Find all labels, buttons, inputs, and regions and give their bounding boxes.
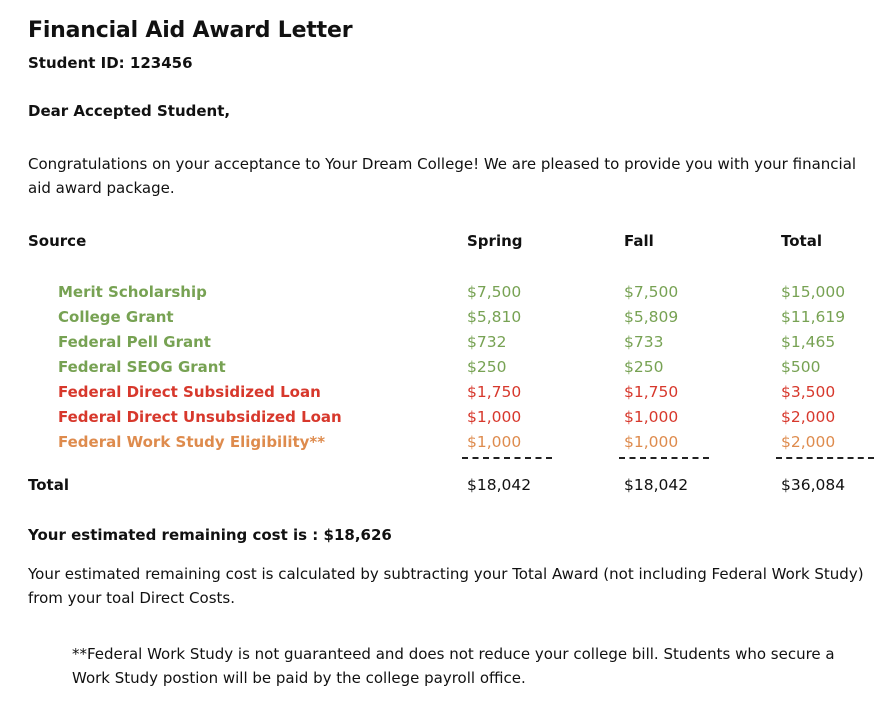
divider-total	[776, 457, 874, 459]
header-source: Source	[28, 232, 87, 250]
row-spring: $1,000	[467, 408, 522, 426]
totals-spring: $18,042	[467, 476, 532, 494]
row-spring: $1,750	[467, 383, 522, 401]
header-spring: Spring	[467, 232, 523, 250]
header-fall: Fall	[624, 232, 654, 250]
row-fall: $1,000	[624, 408, 679, 426]
totals-label: Total	[28, 476, 69, 494]
row-total: $1,465	[781, 333, 836, 351]
remaining-explanation: Your estimated remaining cost is calculated by subtracting your Total Award (not including Federal Work Study) from your toal Direct Costs.	[28, 565, 864, 607]
divider-fall	[619, 457, 709, 459]
row-spring: $732	[467, 333, 507, 351]
row-total: $500	[781, 358, 821, 376]
row-spring: $1,000	[467, 433, 522, 451]
letter-title: Financial Aid Award Letter	[28, 18, 353, 43]
salutation: Dear Accepted Student,	[28, 102, 231, 120]
totals-fall: $18,042	[624, 476, 689, 494]
row-fall: $1,750	[624, 383, 679, 401]
row-fall: $733	[624, 333, 664, 351]
row-total: $3,500	[781, 383, 836, 401]
totals-total: $36,084	[781, 476, 846, 494]
row-fall: $7,500	[624, 283, 679, 301]
row-source: Federal Work Study Eligibility**	[58, 433, 326, 451]
row-spring: $5,810	[467, 308, 522, 326]
row-fall: $5,809	[624, 308, 679, 326]
row-total: $15,000	[781, 283, 846, 301]
row-total: $2,000	[781, 408, 836, 426]
intro-paragraph: Congratulations on your acceptance to Your Dream College! We are pleased to provide you with your financial aid award package.	[28, 155, 857, 197]
row-source: College Grant	[58, 308, 174, 326]
row-spring: $7,500	[467, 283, 522, 301]
row-fall: $1,000	[624, 433, 679, 451]
work-study-footnote: **Federal Work Study is not guaranteed and does not reduce your college bill. Students who secure a Work Study postion will be paid by the college payroll office.	[72, 645, 835, 687]
row-source: Federal SEOG Grant	[58, 358, 226, 376]
row-fall: $250	[624, 358, 664, 376]
row-source: Federal Pell Grant	[58, 333, 211, 351]
row-source: Merit Scholarship	[58, 283, 207, 301]
student-id: Student ID: 123456	[28, 54, 193, 72]
row-total: $2,000	[781, 433, 836, 451]
row-total: $11,619	[781, 308, 846, 326]
remaining-cost: Your estimated remaining cost is : $18,626	[28, 526, 392, 544]
header-total: Total	[781, 232, 822, 250]
row-spring: $250	[467, 358, 507, 376]
row-source: Federal Direct Subsidized Loan	[58, 383, 321, 401]
row-source: Federal Direct Unsubsidized Loan	[58, 408, 342, 426]
divider-spring	[462, 457, 552, 459]
